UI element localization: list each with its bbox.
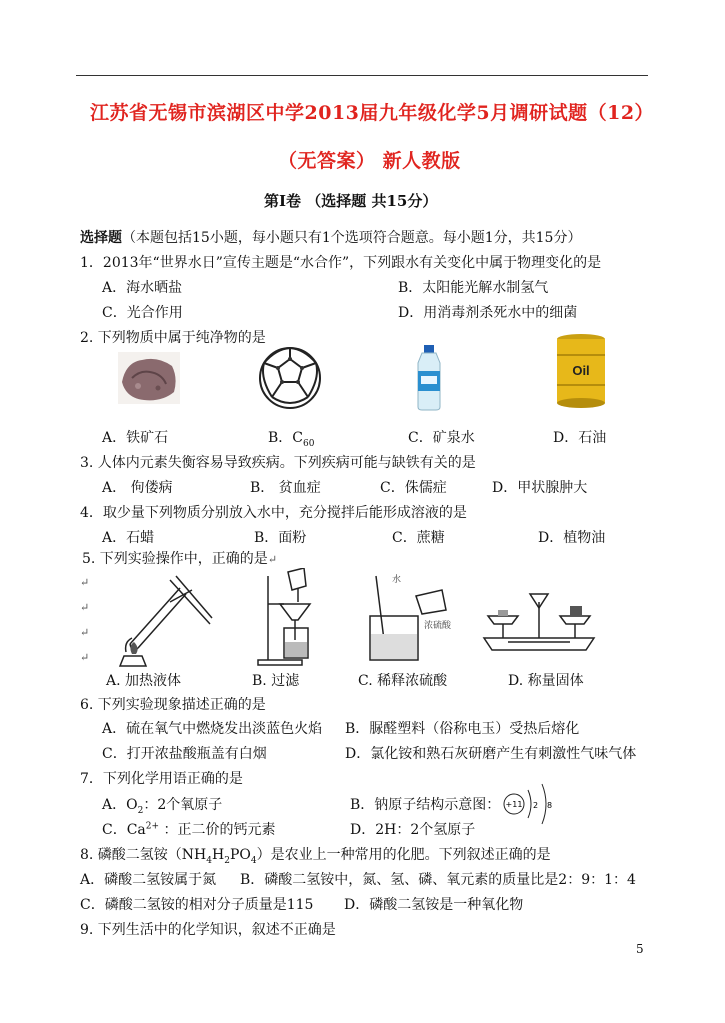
q8-s2: 2 [224, 855, 230, 866]
q4-option-b: B．面粉 [254, 530, 307, 546]
q6-option-d: D．氯化铵和熟石灰研磨产生有刺激性气味气体 [345, 746, 637, 762]
q7-c-sup: 2+ [145, 821, 160, 832]
q2-option-b-sub: 60 [303, 438, 315, 449]
c60-molecule-image [256, 345, 324, 411]
doc-title-line2: （无答案） 新人教版 [278, 150, 461, 172]
label-conc-acid: 浓硫酸 [424, 621, 452, 631]
q5-stem [82, 548, 277, 568]
q7-a-pre: A．O [102, 797, 138, 813]
mineral-water-bottle-image [412, 345, 446, 411]
balance-image [478, 582, 600, 662]
page-number: 5 [636, 942, 644, 956]
q1-option-c: C．光合作用 [102, 305, 183, 321]
q8-mid: H [212, 847, 225, 863]
q8-pre: 8. 磷酸二氢铵（NH [80, 847, 207, 863]
paragraph-mark-icon: ↵ [80, 601, 90, 614]
q8-option-a: A．磷酸二氢铵属于氮 [80, 872, 217, 888]
q1-option-b: B．太阳能光解水制氢气 [398, 280, 549, 296]
label-water: 水 [392, 575, 402, 585]
header-rule [76, 75, 648, 76]
oil-label: Oil [572, 363, 590, 378]
doc-title-line1: 江苏省无锡市滨湖区中学2013届九年级化学5月调研试题（12） [90, 102, 655, 124]
oil-barrel-image [555, 333, 607, 409]
heating-liquid-image [110, 572, 214, 668]
section-heading: 第Ⅰ卷 （选择题 共15分） [264, 192, 438, 210]
instructions-rest: （本题包括15小题，每小题只有1个选项符合题意。每小题1分，共15分） [122, 230, 582, 246]
q7-option-d: D．2H：2个氢原子 [350, 822, 476, 838]
iron-ore-image [118, 352, 180, 404]
shell-1-electrons: 2 [533, 801, 539, 810]
paragraph-mark-icon: ↵ [267, 553, 278, 566]
q7-a-sub: 2 [137, 805, 144, 816]
q5-option-b: B. 过滤 [252, 673, 300, 689]
q5-option-c: C. 稀释浓硫酸 [358, 673, 448, 689]
q6-option-a: A．硫在氧气中燃烧发出淡蓝色火焰 [102, 721, 323, 737]
diluting-acid-image [362, 570, 466, 666]
q3-stem: 3. 人体内元素失衡容易导致疾病。下列疾病可能与缺铁有关的是 [80, 455, 476, 471]
q8-mid2: PO [229, 847, 251, 863]
q4-stem: 4．取少量下列物质分别放入水中，充分搅拌后能形成溶液的是 [80, 505, 467, 521]
q4-option-c: C．蔗糖 [392, 530, 445, 546]
q5-option-a: A. 加热液体 [106, 673, 182, 689]
q1-option-d: D．用消毒剂杀死水中的细菌 [398, 305, 578, 321]
q6-stem: 6. 下列实验现象描述正确的是 [80, 697, 266, 713]
q7-option-b: B．钠原子结构示意图： [350, 797, 501, 813]
paragraph-mark-icon: ↵ [80, 626, 90, 639]
q7-c-post: ：正二价的钙元素 [159, 822, 276, 838]
q7-option-c [102, 819, 276, 839]
sodium-atom-diagram [500, 780, 564, 832]
instructions [80, 227, 581, 247]
q8-option-b: B．磷酸二氢铵中，氮、氢、磷、氧元素的质量比是2：9：1：4 [240, 872, 636, 888]
nucleus-charge: +11 [505, 800, 523, 809]
q1-stem: 1．2013年“世界水日”宣传主题是“水合作”，下列跟水有关变化中属于物理变化的是 [80, 255, 602, 271]
q3-option-d: D．甲状腺肿大 [492, 480, 588, 496]
q7-a-post: ：2个氧原子 [143, 797, 223, 813]
q8-stem [80, 844, 551, 866]
q7-c-pre: C．Ca [102, 822, 146, 838]
q4-option-a: A．石蜡 [102, 530, 155, 546]
q8-option-d: D．磷酸二氢铵是一种氧化物 [344, 897, 524, 913]
q8-s3: 4 [250, 855, 257, 866]
q3-option-c: C．侏儒症 [380, 480, 447, 496]
instructions-bold: 选择题 [80, 230, 122, 246]
filtration-image [254, 568, 322, 668]
q3-option-b: B． 贫血症 [250, 480, 321, 496]
q2-option-a: A．铁矿石 [102, 430, 169, 446]
q7-option-a [102, 794, 222, 816]
q8-s1: 4 [206, 855, 213, 866]
q2-stem: 2. 下列物质中属于纯净物的是 [80, 330, 266, 346]
q2-option-b [268, 427, 314, 449]
paragraph-mark-icon: ↵ [80, 651, 90, 664]
q2-option-c: C．矿泉水 [408, 430, 475, 446]
q8-option-c: C．磷酸二氢铵的相对分子质量是115 [80, 897, 314, 913]
shell-2-electrons: 8 [547, 801, 553, 810]
q1-option-a: A．海水晒盐 [102, 280, 183, 296]
q6-option-b: B．脲醛塑料（俗称电玉）受热后熔化 [345, 721, 580, 737]
q4-option-d: D．植物油 [538, 530, 606, 546]
q9-stem: 9. 下列生活中的化学知识，叙述不正确是 [80, 922, 336, 938]
q8-post: ）是农业上一种常用的化肥。下列叙述正确的是 [256, 847, 551, 863]
q2-option-b-text: B．C [268, 430, 303, 446]
paragraph-mark-icon: ↵ [80, 576, 90, 589]
q2-option-d: D．石油 [553, 430, 607, 446]
q5-stem-text: 5. 下列实验操作中，正确的是 [82, 551, 268, 567]
q6-option-c: C．打开浓盐酸瓶盖有白烟 [102, 746, 267, 762]
q5-option-d: D. 称量固体 [508, 673, 584, 689]
q3-option-a: A． 佝偻病 [102, 480, 173, 496]
q7-stem: 7．下列化学用语正确的是 [80, 771, 243, 787]
